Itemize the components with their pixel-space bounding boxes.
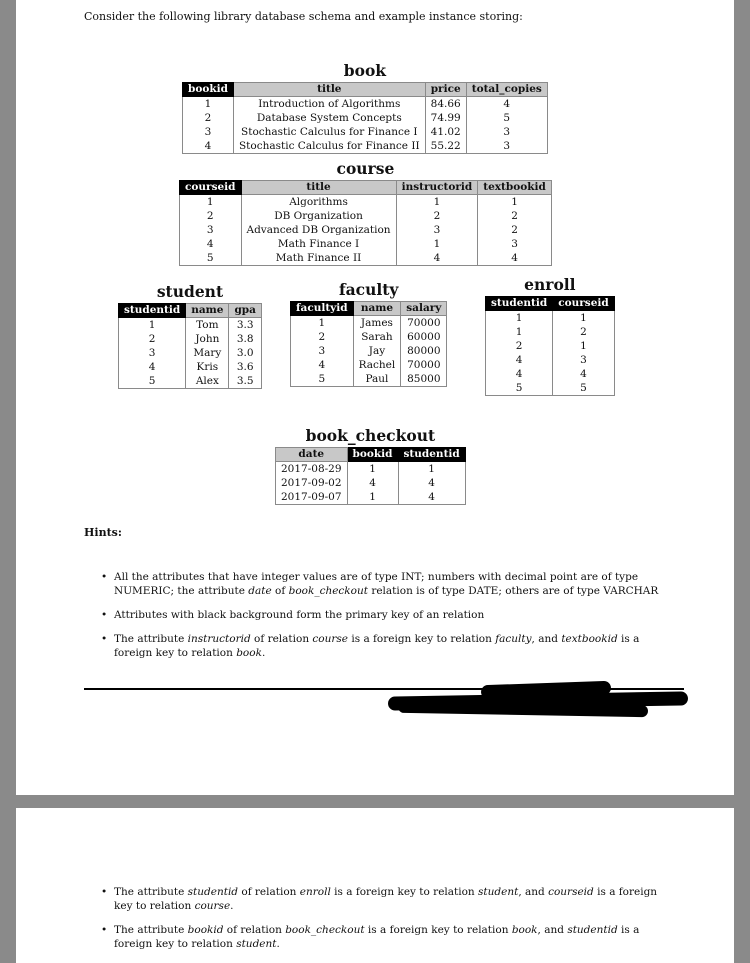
table-cell: 1 xyxy=(291,316,354,331)
table-row xyxy=(291,316,447,331)
table-row xyxy=(291,330,447,344)
table-cell: 1 xyxy=(183,97,234,112)
hint-text: book xyxy=(236,647,262,659)
enroll-table xyxy=(485,296,615,396)
table-row xyxy=(486,367,615,381)
table-cell: 1 xyxy=(486,311,553,326)
table-cell: 4 xyxy=(466,97,547,112)
table-cell: 2 xyxy=(119,332,186,346)
document-page-2 xyxy=(16,808,734,963)
table-cell: Database System Concepts xyxy=(233,111,425,125)
table-cell: 2 xyxy=(180,209,242,223)
table-row xyxy=(183,125,548,139)
hint-text: student xyxy=(478,886,519,898)
table-cell: Algorithms xyxy=(241,195,396,210)
hint-text: course xyxy=(194,900,231,912)
table-title: enroll xyxy=(524,275,576,294)
hint-text: is a foreign key to relation xyxy=(114,886,658,912)
hint-text: studentid xyxy=(187,886,239,898)
column-header: facultyid xyxy=(291,302,354,316)
column-header: total_copies xyxy=(466,83,547,97)
table-cell: 5 xyxy=(119,374,186,389)
column-header: studentid xyxy=(486,297,553,311)
table-cell: 2 xyxy=(396,209,478,223)
table-cell: 1 xyxy=(553,339,615,353)
column-header: price xyxy=(425,83,466,97)
table-title: book_checkout xyxy=(305,426,436,445)
table-row xyxy=(486,339,615,353)
hint-text: studentid xyxy=(567,924,618,936)
hint-text: , and xyxy=(531,633,562,645)
hint-text: is a foreign key to relation xyxy=(348,633,496,645)
table-title: faculty xyxy=(338,280,399,299)
column-header: bookid xyxy=(347,448,398,462)
table-cell: 3 xyxy=(396,223,478,237)
table-cell: 74.99 xyxy=(425,111,466,125)
table-cell: Math Finance I xyxy=(241,237,396,251)
table-cell: Sarah xyxy=(353,330,401,344)
table-cell: 1 xyxy=(347,462,398,477)
book-checkout-table-block xyxy=(275,427,466,505)
column-header: studentid xyxy=(398,448,465,462)
table-header-row xyxy=(183,83,548,97)
table-cell: 2 xyxy=(478,223,552,237)
column-header: studentid xyxy=(119,304,186,318)
hint-item xyxy=(114,885,674,913)
table-cell: 4 xyxy=(486,353,553,367)
hint-text: of xyxy=(271,585,289,597)
student-table-block xyxy=(118,283,262,389)
table-cell: 5 xyxy=(180,251,242,266)
hint-text: All the attributes that have integer values are of type INT; numbers with decimal point are of type NUMERIC; the attribute xyxy=(114,571,639,597)
book-table xyxy=(182,82,548,154)
table-row xyxy=(291,344,447,358)
table-row xyxy=(183,97,548,112)
hint-text: bookid xyxy=(187,924,224,936)
student-table xyxy=(118,303,262,389)
column-header: salary xyxy=(401,302,447,316)
table-cell: 3 xyxy=(553,353,615,367)
table-cell: 70000 xyxy=(401,358,447,372)
table-cell: 1 xyxy=(478,195,552,210)
table-row xyxy=(180,223,552,237)
table-cell: 3 xyxy=(180,223,242,237)
faculty-table-block xyxy=(290,281,447,387)
hint-text: The attribute xyxy=(114,924,188,936)
hint-text: Attributes with black background form the primary key of an relation xyxy=(114,609,485,621)
hint-text: . xyxy=(261,647,266,659)
hints-list xyxy=(114,570,674,670)
table-cell: 1 xyxy=(396,237,478,251)
table-title: course xyxy=(336,159,395,178)
table-row xyxy=(276,476,466,490)
table-cell: 85000 xyxy=(401,372,447,387)
table-cell: 5 xyxy=(553,381,615,396)
table-cell: 60000 xyxy=(401,330,447,344)
hints-label: Hints: xyxy=(84,526,122,539)
hint-text: , and xyxy=(518,886,549,898)
table-cell: 4 xyxy=(180,237,242,251)
hint-text: relation is of type DATE; others are of type VARCHAR xyxy=(367,585,659,597)
table-cell: 3 xyxy=(478,237,552,251)
hint-text: faculty xyxy=(495,633,532,645)
hint-text: The attribute xyxy=(114,886,188,898)
table-cell: 4 xyxy=(291,358,354,372)
column-header: date xyxy=(276,448,348,462)
table-cell: 5 xyxy=(486,381,553,396)
table-cell: 3.0 xyxy=(229,346,262,360)
table-cell: 41.02 xyxy=(425,125,466,139)
table-cell: 4 xyxy=(347,476,398,490)
column-header: bookid xyxy=(183,83,234,97)
column-header: title xyxy=(233,83,425,97)
table-cell: 3 xyxy=(466,139,547,154)
table-cell: 1 xyxy=(347,490,398,505)
table-row xyxy=(276,490,466,505)
table-cell: 1 xyxy=(180,195,242,210)
column-header: courseid xyxy=(180,181,242,195)
table-cell: 3 xyxy=(119,346,186,360)
table-cell: 2017-09-02 xyxy=(276,476,348,490)
hint-text: book_checkout xyxy=(288,585,368,597)
hints-list-continued xyxy=(114,885,674,961)
hint-text: is a foreign key to relation xyxy=(114,633,640,659)
table-cell: Paul xyxy=(353,372,401,387)
table-row xyxy=(183,111,548,125)
table-cell: 3 xyxy=(183,125,234,139)
table-cell: James xyxy=(353,316,401,331)
hint-text: , and xyxy=(537,924,568,936)
course-table-block xyxy=(179,160,552,266)
table-cell: 4 xyxy=(398,490,465,505)
hint-text: of relation xyxy=(238,886,300,898)
table-cell: DB Organization xyxy=(241,209,396,223)
table-row xyxy=(180,195,552,210)
table-cell: 1 xyxy=(486,325,553,339)
column-header: textbookid xyxy=(478,181,552,195)
table-cell: 3.3 xyxy=(229,318,262,333)
table-cell: 2 xyxy=(183,111,234,125)
table-cell: 80000 xyxy=(401,344,447,358)
table-row xyxy=(486,311,615,326)
table-header-row xyxy=(180,181,552,195)
column-header: instructorid xyxy=(396,181,478,195)
hint-text: book_checkout xyxy=(285,924,365,936)
hint-item xyxy=(114,608,674,622)
column-header: title xyxy=(241,181,396,195)
table-row xyxy=(291,358,447,372)
table-cell: Introduction of Algorithms xyxy=(233,97,425,112)
table-title: book xyxy=(343,61,387,80)
table-cell: 4 xyxy=(119,360,186,374)
hint-item xyxy=(114,923,674,951)
table-row xyxy=(119,318,262,333)
table-cell: Stochastic Calculus for Finance II xyxy=(233,139,425,154)
hint-text: is a foreign key to relation xyxy=(364,924,512,936)
hint-text: is a foreign key to relation xyxy=(330,886,479,898)
table-cell: 1 xyxy=(553,311,615,326)
table-row xyxy=(291,372,447,387)
table-cell: 84.66 xyxy=(425,97,466,112)
table-cell: Stochastic Calculus for Finance I xyxy=(233,125,425,139)
table-cell: Advanced DB Organization xyxy=(241,223,396,237)
table-row xyxy=(486,353,615,367)
table-header-row xyxy=(276,448,466,462)
table-row xyxy=(486,381,615,396)
table-row xyxy=(180,209,552,223)
table-cell: 5 xyxy=(291,372,354,387)
faculty-table xyxy=(290,301,447,387)
table-cell: Mary xyxy=(186,346,229,360)
table-cell: 4 xyxy=(478,251,552,266)
table-cell: 70000 xyxy=(401,316,447,331)
table-cell: 2 xyxy=(486,339,553,353)
table-row xyxy=(180,251,552,266)
table-cell: Tom xyxy=(186,318,229,333)
enroll-table-block xyxy=(485,276,615,396)
table-cell: 1 xyxy=(119,318,186,333)
table-title: student xyxy=(156,282,224,301)
table-cell: 4 xyxy=(398,476,465,490)
hint-text: . xyxy=(276,938,280,950)
table-cell: Jay xyxy=(353,344,401,358)
table-cell: John xyxy=(186,332,229,346)
document-page-1 xyxy=(16,0,734,795)
table-cell: Alex xyxy=(186,374,229,389)
book-checkout-table xyxy=(275,447,466,505)
hint-text: book xyxy=(511,924,538,936)
column-header: courseid xyxy=(553,297,615,311)
table-header-row xyxy=(486,297,615,311)
hint-text: The attribute xyxy=(114,633,188,645)
course-table xyxy=(179,180,552,266)
table-cell: 4 xyxy=(183,139,234,154)
intro-text: Consider the following library database schema and example instance storing: xyxy=(84,10,523,23)
table-row xyxy=(119,332,262,346)
table-row xyxy=(119,360,262,374)
hint-text: . xyxy=(230,900,234,912)
table-row xyxy=(486,325,615,339)
table-cell: 3.5 xyxy=(229,374,262,389)
table-cell: 1 xyxy=(398,462,465,477)
hint-text: courseid xyxy=(548,886,594,898)
table-cell: 2017-09-07 xyxy=(276,490,348,505)
table-header-row xyxy=(291,302,447,316)
hint-text: is a foreign key to relation xyxy=(114,924,640,950)
table-cell: 4 xyxy=(486,367,553,381)
table-cell: Math Finance II xyxy=(241,251,396,266)
table-cell: 2 xyxy=(291,330,354,344)
table-cell: 1 xyxy=(396,195,478,210)
table-row xyxy=(119,346,262,360)
table-row xyxy=(119,374,262,389)
table-cell: 4 xyxy=(553,367,615,381)
table-row xyxy=(276,462,466,477)
hint-text: of relation xyxy=(250,633,313,645)
hint-text: enroll xyxy=(299,886,331,898)
table-cell: 3 xyxy=(466,125,547,139)
table-cell: Rachel xyxy=(353,358,401,372)
table-cell: 4 xyxy=(396,251,478,266)
book-table-block xyxy=(182,62,548,154)
table-cell: 2 xyxy=(553,325,615,339)
table-cell: 2017-08-29 xyxy=(276,462,348,477)
hint-text: course xyxy=(312,633,349,645)
column-header: name xyxy=(186,304,229,318)
hint-item xyxy=(114,632,674,660)
column-header: gpa xyxy=(229,304,262,318)
table-cell: 3 xyxy=(291,344,354,358)
hint-text: student xyxy=(236,938,277,950)
hint-text: textbookid xyxy=(561,633,618,645)
hint-text: date xyxy=(248,585,272,597)
table-cell: Kris xyxy=(186,360,229,374)
table-row xyxy=(180,237,552,251)
table-cell: 3.8 xyxy=(229,332,262,346)
hint-item xyxy=(114,570,674,598)
table-cell: 5 xyxy=(466,111,547,125)
hint-text: of relation xyxy=(223,924,286,936)
table-cell: 2 xyxy=(478,209,552,223)
table-header-row xyxy=(119,304,262,318)
hint-text: instructorid xyxy=(187,633,251,645)
column-header: name xyxy=(353,302,401,316)
table-cell: 3.6 xyxy=(229,360,262,374)
table-cell: 55.22 xyxy=(425,139,466,154)
table-row xyxy=(183,139,548,154)
